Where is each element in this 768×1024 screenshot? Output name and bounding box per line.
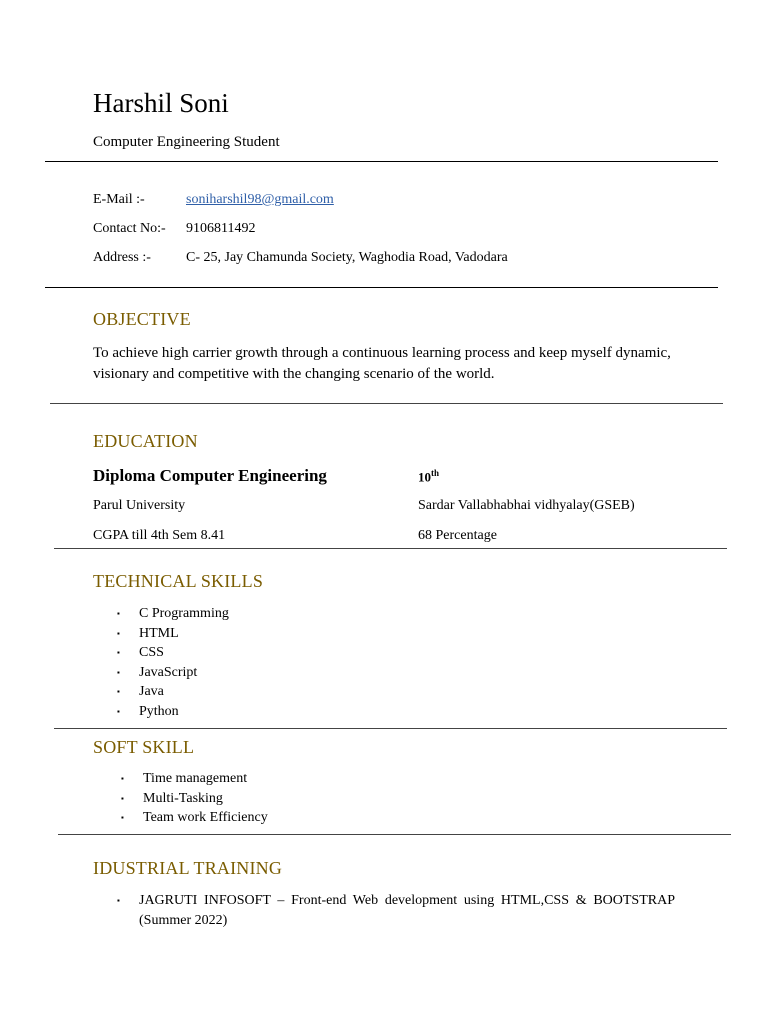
phone-value: 9106811492: [186, 221, 256, 236]
divider: [50, 403, 723, 404]
school-title-sup: th: [431, 468, 440, 478]
list-item: ▪ C Programming: [139, 604, 229, 624]
bullet-icon: ▪: [117, 896, 120, 905]
bullet-icon: ▪: [117, 706, 120, 716]
bullet-icon: ▪: [117, 609, 120, 618]
list-item: ▪ Java: [139, 682, 229, 702]
bullet-icon: ▪: [121, 793, 124, 803]
objective-text: To achieve high carrier growth through a continuous learning process and keep myself dynamic, visionary and competitive with the changing scenario of the world.: [93, 345, 671, 382]
email-link[interactable]: soniharshil98@gmail.com: [186, 192, 334, 207]
training-heading: IDUSTRIAL TRAINING: [93, 858, 283, 878]
diploma-title: Diploma Computer Engineering: [93, 466, 327, 485]
education-heading: EDUCATION: [93, 431, 198, 451]
address-value: C- 25, Jay Chamunda Society, Waghodia Road, Vadodara: [186, 250, 508, 265]
list-item: ▪ Time management: [143, 769, 268, 789]
school-title: [418, 468, 439, 485]
school-score: 68 Percentage: [418, 528, 497, 543]
diploma-institute: Parul University: [93, 498, 186, 513]
bullet-icon: ▪: [117, 628, 120, 638]
list-item: ▪ Python: [139, 702, 229, 722]
phone-label: Contact No:-: [93, 221, 166, 236]
bullet-icon: ▪: [117, 667, 120, 677]
resume-role: Computer Engineering Student: [93, 134, 280, 150]
divider: [54, 728, 727, 729]
school-institute: Sardar Vallabhabhai vidhyalay(GSEB): [418, 498, 635, 513]
divider: [54, 548, 727, 549]
bullet-icon: ▪: [117, 687, 120, 696]
training-item: JAGRUTI INFOSOFT – Front-end Web development using HTML,CSS & BOOTSTRAP (Summer 2022): [139, 893, 675, 928]
resume-name: Harshil Soni: [93, 88, 229, 118]
divider: [45, 287, 718, 288]
list-item: ▪ HTML: [139, 624, 229, 644]
list-item: ▪ Multi-Tasking: [143, 789, 268, 809]
list-item: ▪ JavaScript: [139, 663, 229, 683]
school-title-text: 10: [418, 469, 431, 485]
list-item: ▪ CSS: [139, 643, 229, 663]
address-label: Address :-: [93, 250, 151, 265]
technical-skills-list: [117, 604, 229, 721]
divider: [58, 834, 731, 835]
objective-heading: OBJECTIVE: [93, 309, 191, 329]
bullet-icon: ▪: [117, 648, 120, 657]
soft-skills-list: [121, 769, 268, 828]
bullet-icon: ▪: [121, 813, 124, 822]
technical-skills-heading: TECHNICAL SKILLS: [93, 571, 264, 591]
divider: [45, 161, 718, 162]
diploma-score: CGPA till 4th Sem 8.41: [93, 528, 226, 543]
list-item: ▪ Team work Efficiency: [143, 808, 268, 828]
bullet-icon: ▪: [121, 774, 124, 783]
soft-skills-heading: SOFT SKILL: [93, 737, 195, 757]
email-label: E-Mail :-: [93, 192, 145, 207]
